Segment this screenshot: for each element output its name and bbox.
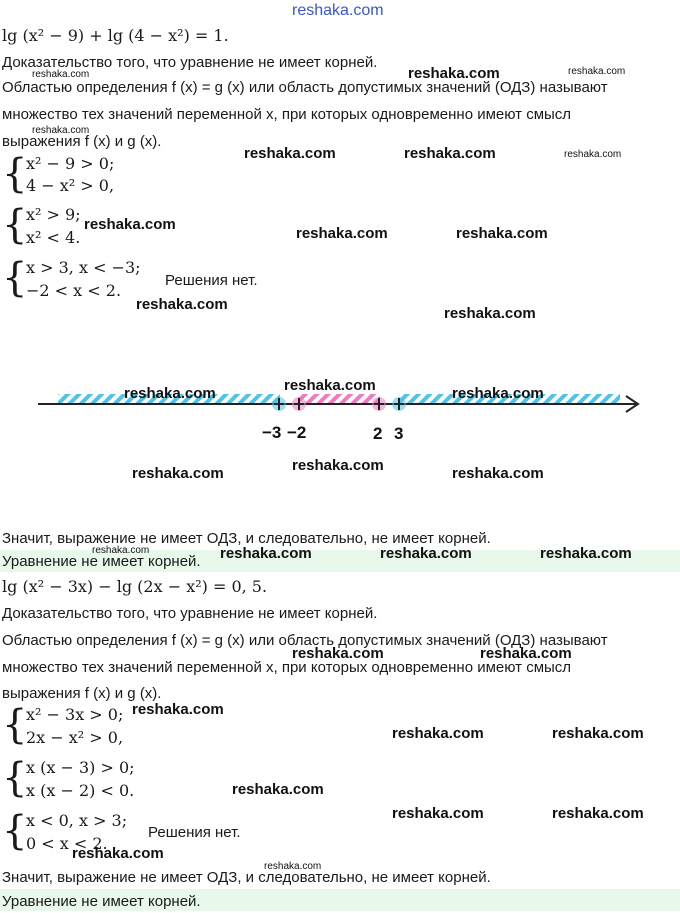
watermark: reshaka.com (132, 465, 224, 482)
watermark: reshaka.com (568, 66, 626, 77)
watermark: reshaka.com (292, 645, 384, 662)
problem1-def-line2: множество тех значений переменной x, при которых одновременно имеют смысл (2, 106, 572, 123)
watermark: reshaka.com (480, 645, 572, 662)
watermark: reshaka.com (232, 781, 324, 798)
problem2-intro: Доказательство того, что уравнение не имеет корней. (2, 605, 378, 622)
problem1-conclusion: Значит, выражение не имеет ОДЗ, и следовательно, не имеет корней. (2, 530, 491, 547)
system-brace: { (2, 255, 28, 301)
numberline-label: 3 (394, 424, 404, 443)
problem1-sys3-line1: x > 3, x < −3; (26, 258, 141, 277)
problem1-no-solutions: Решения нет. (165, 272, 258, 289)
watermark: reshaka.com (296, 225, 388, 242)
watermark: reshaka.com (124, 385, 216, 402)
watermark: reshaka.com (552, 725, 644, 742)
watermark: reshaka.com (392, 805, 484, 822)
system-brace: { (2, 755, 28, 801)
problem2-def-line3: выражения f (x) и g (x). (2, 685, 162, 702)
problem1-def-line1: Областью определения f (x) = g (x) или область допустимых значений (ОДЗ) называют (2, 79, 608, 96)
watermark: reshaka.com (32, 69, 90, 80)
region-minus2-to-2 (298, 394, 380, 404)
watermark: reshaka.com (392, 725, 484, 742)
watermark: reshaka.com (220, 545, 312, 562)
watermark: reshaka.com (244, 145, 336, 162)
watermark: reshaka.com (132, 701, 224, 718)
problem1-answer: Уравнение не имеет корней. (2, 553, 201, 570)
numberline-label: 2 (373, 424, 383, 443)
problem1-intro: Доказательство того, что уравнение не имеет корней. (2, 54, 378, 71)
numberline-label: −3 (262, 423, 282, 442)
watermark: reshaka.com (564, 149, 622, 160)
problem2-sys3-line2: 0 < x < 2. (26, 834, 108, 853)
watermark: reshaka.com (292, 457, 384, 474)
problem2-no-solutions: Решения нет. (148, 824, 241, 841)
system-brace: { (2, 151, 28, 197)
problem2-def-line2: множество тех значений переменной x, при которых одновременно имеют смысл (2, 659, 572, 676)
problem2-sys2-line1: x (x − 3) > 0; (26, 758, 135, 777)
watermark: reshaka.com (380, 545, 472, 562)
problem1-sys3-line2: −2 < x < 2. (26, 281, 122, 300)
watermark: reshaka.com (540, 545, 632, 562)
problem1-sys2-line1: x² > 9; (26, 205, 81, 224)
watermark: reshaka.com (404, 145, 496, 162)
problem2-equation: lg (x² − 3x) − lg (2x − x²) = 0, 5. (2, 577, 268, 596)
watermark-top: reshaka.com (292, 2, 384, 19)
problem2-answer: Уравнение не имеет корней. (2, 893, 201, 910)
watermark: reshaka.com (444, 305, 536, 322)
problem2-sys1-line1: x² − 3x > 0; (26, 705, 124, 724)
watermark: reshaka.com (408, 65, 500, 82)
watermark: reshaka.com (452, 385, 544, 402)
problem2-def-line1: Областью определения f (x) = g (x) или область допустимых значений (ОДЗ) называют (2, 632, 608, 649)
watermark: reshaka.com (32, 125, 90, 136)
watermark: reshaka.com (284, 377, 376, 394)
watermark: reshaka.com (136, 296, 228, 313)
watermark: reshaka.com (264, 861, 322, 872)
system-brace: { (2, 702, 28, 748)
system-brace: { (2, 808, 28, 854)
problem1-equation: lg (x² − 9) + lg (4 − x²) = 1. (2, 26, 229, 45)
problem1-def-line3: выражения f (x) и g (x). (2, 133, 162, 150)
system-brace: { (2, 202, 28, 248)
watermark: reshaka.com (72, 845, 164, 862)
watermark: reshaka.com (84, 216, 176, 233)
numberline-label: −2 (287, 423, 307, 442)
problem2-sys3-line1: x < 0, x > 3; (26, 811, 128, 830)
problem1-sys1-line1: x² − 9 > 0; (26, 154, 115, 173)
watermark: reshaka.com (92, 545, 150, 556)
problem2-sys2-line2: x (x − 2) < 0. (26, 781, 135, 800)
watermark: reshaka.com (452, 465, 544, 482)
problem2-conclusion: Значит, выражение не имеет ОДЗ, и следовательно, не имеет корней. (2, 869, 491, 886)
problem1-sys2-line2: x² < 4. (26, 228, 81, 247)
watermark: reshaka.com (552, 805, 644, 822)
problem2-sys1-line2: 2x − x² > 0, (26, 728, 124, 747)
problem1-sys1-line2: 4 − x² > 0, (26, 176, 115, 195)
watermark: reshaka.com (456, 225, 548, 242)
